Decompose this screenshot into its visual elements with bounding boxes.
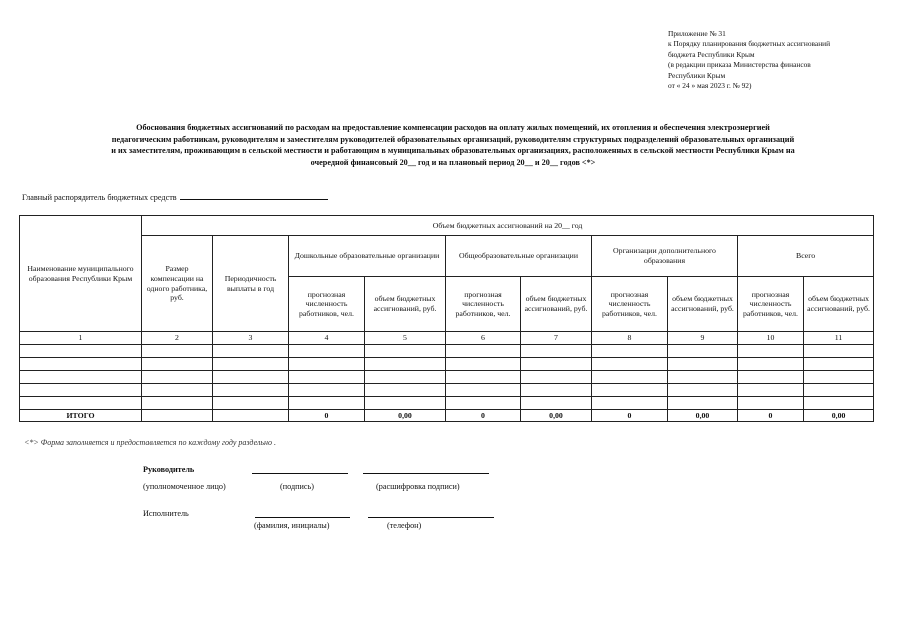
head-signature-line[interactable] [252,473,348,474]
column-number: 4 [289,332,365,345]
table-cell[interactable] [668,397,738,410]
table-cell[interactable] [213,345,289,358]
subheader-cell: прогнозная численность работников, чел. [738,277,804,332]
table-cell[interactable] [804,384,874,397]
table-cell[interactable] [668,384,738,397]
executor-name-line[interactable] [255,517,350,518]
table-cell[interactable] [446,371,521,384]
table-cell[interactable] [592,345,668,358]
table-cell[interactable] [446,384,521,397]
table-cell[interactable] [804,345,874,358]
subheader-cell: прогнозная численность работников, чел. [592,277,668,332]
table-cell[interactable] [365,371,446,384]
total-label: ИТОГО [20,410,142,422]
table-cell[interactable] [521,397,592,410]
table-cell[interactable] [213,358,289,371]
table-cell[interactable] [804,397,874,410]
name-caption: (фамилия, инициалы) [254,521,330,530]
table-cell[interactable] [20,384,142,397]
total-row [20,410,874,422]
head-decoding-line[interactable] [363,473,489,474]
appendix-line: от « 24 » мая 2023 г. № 92) [668,81,752,91]
table-cell[interactable] [592,358,668,371]
title-line: очередной финансовый 20__ год и на плановый период 20__ и 20__ годов <*> [310,157,596,167]
appendix-line: Приложение № 31 [668,29,726,38]
table-cell[interactable] [668,358,738,371]
title-line: и их заместителям, проживающим в сельской местности и работающим в муниципальных образовательных организациях, расположенных в сельской местности Республики Крым на [111,146,795,156]
table-row [20,345,874,358]
table-cell[interactable] [142,358,213,371]
table-cell[interactable] [142,384,213,397]
header-municipality: Наименование муниципального образования Республики Крым [20,216,142,332]
table-cell[interactable] [142,397,213,410]
distributor-label: Главный распорядитель бюджетных средств [22,193,177,202]
total-cell: 0 [592,410,668,422]
table-cell[interactable] [668,371,738,384]
table-cell[interactable] [289,358,365,371]
column-number: 6 [446,332,521,345]
subheader-cell: объем бюджетных ассигнований, руб. [668,277,738,332]
total-cell: 0,00 [521,410,592,422]
column-number: 1 [20,332,142,345]
column-number: 10 [738,332,804,345]
appendix-line: (в редакции приказа Министерства финансов [668,60,811,70]
table-cell[interactable] [20,358,142,371]
table-cell[interactable] [804,358,874,371]
table-cell[interactable] [521,358,592,371]
subheader-cell: объем бюджетных ассигнований, руб. [365,277,446,332]
subheader-cell: прогнозная численность работников, чел. [446,277,521,332]
table-cell[interactable] [289,345,365,358]
header-volume: Объем бюджетных ассигнований на 20__ год [142,216,874,236]
table-cell[interactable] [365,358,446,371]
table-cell[interactable] [446,345,521,358]
distributor-field [22,191,328,202]
total-cell [213,410,289,422]
column-number: 11 [804,332,874,345]
total-cell: 0 [738,410,804,422]
column-number: 2 [142,332,213,345]
table-row [20,384,874,397]
table-cell[interactable] [592,384,668,397]
total-cell: 0 [446,410,521,422]
head-label: Руководитель [143,465,195,474]
subheader-cell: прогнозная численность работников, чел. [289,277,365,332]
column-number: 7 [521,332,592,345]
table-cell[interactable] [738,358,804,371]
column-number: 3 [213,332,289,345]
appendix-header [668,29,898,91]
table-cell[interactable] [365,397,446,410]
table-cell[interactable] [213,397,289,410]
table-cell[interactable] [668,345,738,358]
document-title [22,122,884,168]
appendix-line: бюджета Республики Крым [668,49,755,59]
table-cell[interactable] [20,345,142,358]
table-cell[interactable] [142,345,213,358]
table-cell[interactable] [738,397,804,410]
subheader-cell: объем бюджетных ассигнований, руб. [521,277,592,332]
budget-table [19,215,874,422]
table-cell[interactable] [20,371,142,384]
table-row [20,358,874,371]
column-number: 5 [365,332,446,345]
appendix-line: Республики Крым [668,70,726,80]
table-cell[interactable] [213,384,289,397]
column-number-row [20,332,874,345]
table-cell[interactable] [142,371,213,384]
table-cell[interactable] [289,397,365,410]
table-row [20,371,874,384]
table-cell[interactable] [446,358,521,371]
header-group-additional: Организации дополнительного образования [592,236,738,277]
table-cell[interactable] [521,345,592,358]
total-cell: 0,00 [804,410,874,422]
header-group-preschool: Дошкольные образовательные организации [289,236,446,277]
table-cell[interactable] [592,397,668,410]
header-compensation: Размер компенсации на одного работника, руб. [142,236,213,332]
table-cell[interactable] [446,397,521,410]
table-row [20,397,874,410]
header-periodicity: Периодичность выплаты в год [213,236,289,332]
decoding-caption: (расшифровка подписи) [376,482,460,491]
total-cell: 0,00 [668,410,738,422]
column-number: 9 [668,332,738,345]
table-cell[interactable] [738,384,804,397]
table-cell[interactable] [738,345,804,358]
subheader-cell: объем бюджетных ассигнований, руб. [804,277,874,332]
appendix-line: к Порядку планирования бюджетных ассигнований [668,39,831,49]
title-line: педагогическим работникам, руководителям и заместителям руководителей образовательных организаций, руководителям структурных подразделений образовательных организаций [111,134,795,144]
table-cell[interactable] [365,384,446,397]
total-cell: 0,00 [365,410,446,422]
table-cell[interactable] [20,397,142,410]
table-cell[interactable] [289,384,365,397]
table-cell[interactable] [521,371,592,384]
empty-rows [20,345,874,410]
title-line: Обоснования бюджетных ассигнований по расходам на предоставление компенсации расходов на оплату жилых помещений, их отопления и обеспечения электроэнергией [136,123,770,132]
head-sub-label: (уполномоченное лицо) [143,482,226,491]
footnote: <*> Форма заполняется и предоставляется по каждому году раздельно . [24,438,277,447]
distributor-blank-line[interactable] [180,191,328,200]
total-cell [142,410,213,422]
table-cell[interactable] [365,345,446,358]
total-cell: 0 [289,410,365,422]
executor-phone-line[interactable] [368,517,494,518]
table-cell[interactable] [213,371,289,384]
table-cell[interactable] [592,371,668,384]
table-cell[interactable] [804,371,874,384]
table-cell[interactable] [738,371,804,384]
phone-caption: (телефон) [387,521,422,530]
column-number: 8 [592,332,668,345]
header-group-total: Всего [738,236,874,277]
executor-label: Исполнитель [143,509,189,518]
table-cell[interactable] [289,371,365,384]
header-group-general: Общеобразовательные организации [446,236,592,277]
table-cell[interactable] [521,384,592,397]
signature-caption: (подпись) [280,482,314,491]
